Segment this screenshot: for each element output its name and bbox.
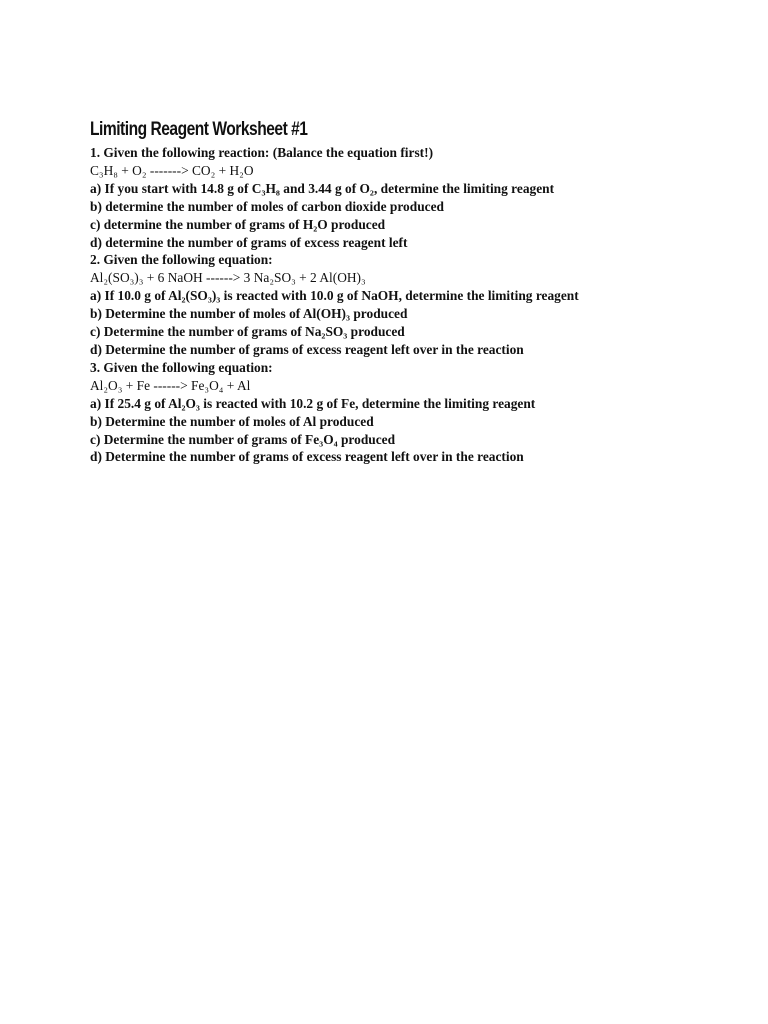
- question-3-prompt: 3. Given the following equation:: [90, 359, 273, 375]
- question-2-part-c: c) Determine the number of grams of Na₂SO₃ produced: [90, 324, 405, 340]
- question-2-equation: Al₂(SO₃)₃ + 6 NaOH ------> 3 Na₂SO₃ + 2 Al(OH)₃: [90, 270, 366, 286]
- question-2-part-d: d) Determine the number of grams of excess reagent left over in the reaction: [90, 341, 524, 357]
- question-2-prompt: 2. Given the following equation:: [90, 252, 273, 268]
- question-1-part-a: a) If you start with 14.8 g of C₃H₈ and 3.44 g of O₂, determine the limiting reagent: [90, 180, 555, 196]
- question-3-part-d: d) Determine the number of grams of excess reagent left over in the reaction: [90, 449, 524, 465]
- question-1-equation: C₃H₈ + O₂ -------> CO₂ + H₂O: [90, 162, 254, 178]
- question-1-part-c: c) determine the number of grams of H₂O produced: [90, 216, 386, 232]
- question-3-part-b: b) Determine the number of moles of Al produced: [90, 413, 374, 429]
- question-1-part-d: d) determine the number of grams of excess reagent left: [90, 234, 408, 250]
- question-2-part-a: a) If 10.0 g of Al₂(SO₃)₃ is reacted with 10.0 g of NaOH, determine the limiting reagent: [90, 288, 579, 304]
- worksheet-title: Limiting Reagent Worksheet #1: [90, 119, 308, 140]
- question-1-part-b: b) determine the number of moles of carbon dioxide produced: [90, 198, 444, 214]
- worksheet-page: [90, 118, 730, 466]
- question-3-equation: Al₂O₃ + Fe ------> Fe₃O₄ + Al: [90, 377, 251, 393]
- question-2-part-b: b) Determine the number of moles of Al(OH)₃ produced: [90, 306, 408, 322]
- question-1-prompt: 1. Given the following reaction: (Balance the equation first!): [90, 145, 434, 160]
- question-3-part-c: c) Determine the number of grams of Fe₃O₄ produced: [90, 431, 396, 447]
- question-3-part-a: a) If 25.4 g of Al₂O₃ is reacted with 10.2 g of Fe, determine the limiting reagent: [90, 395, 536, 411]
